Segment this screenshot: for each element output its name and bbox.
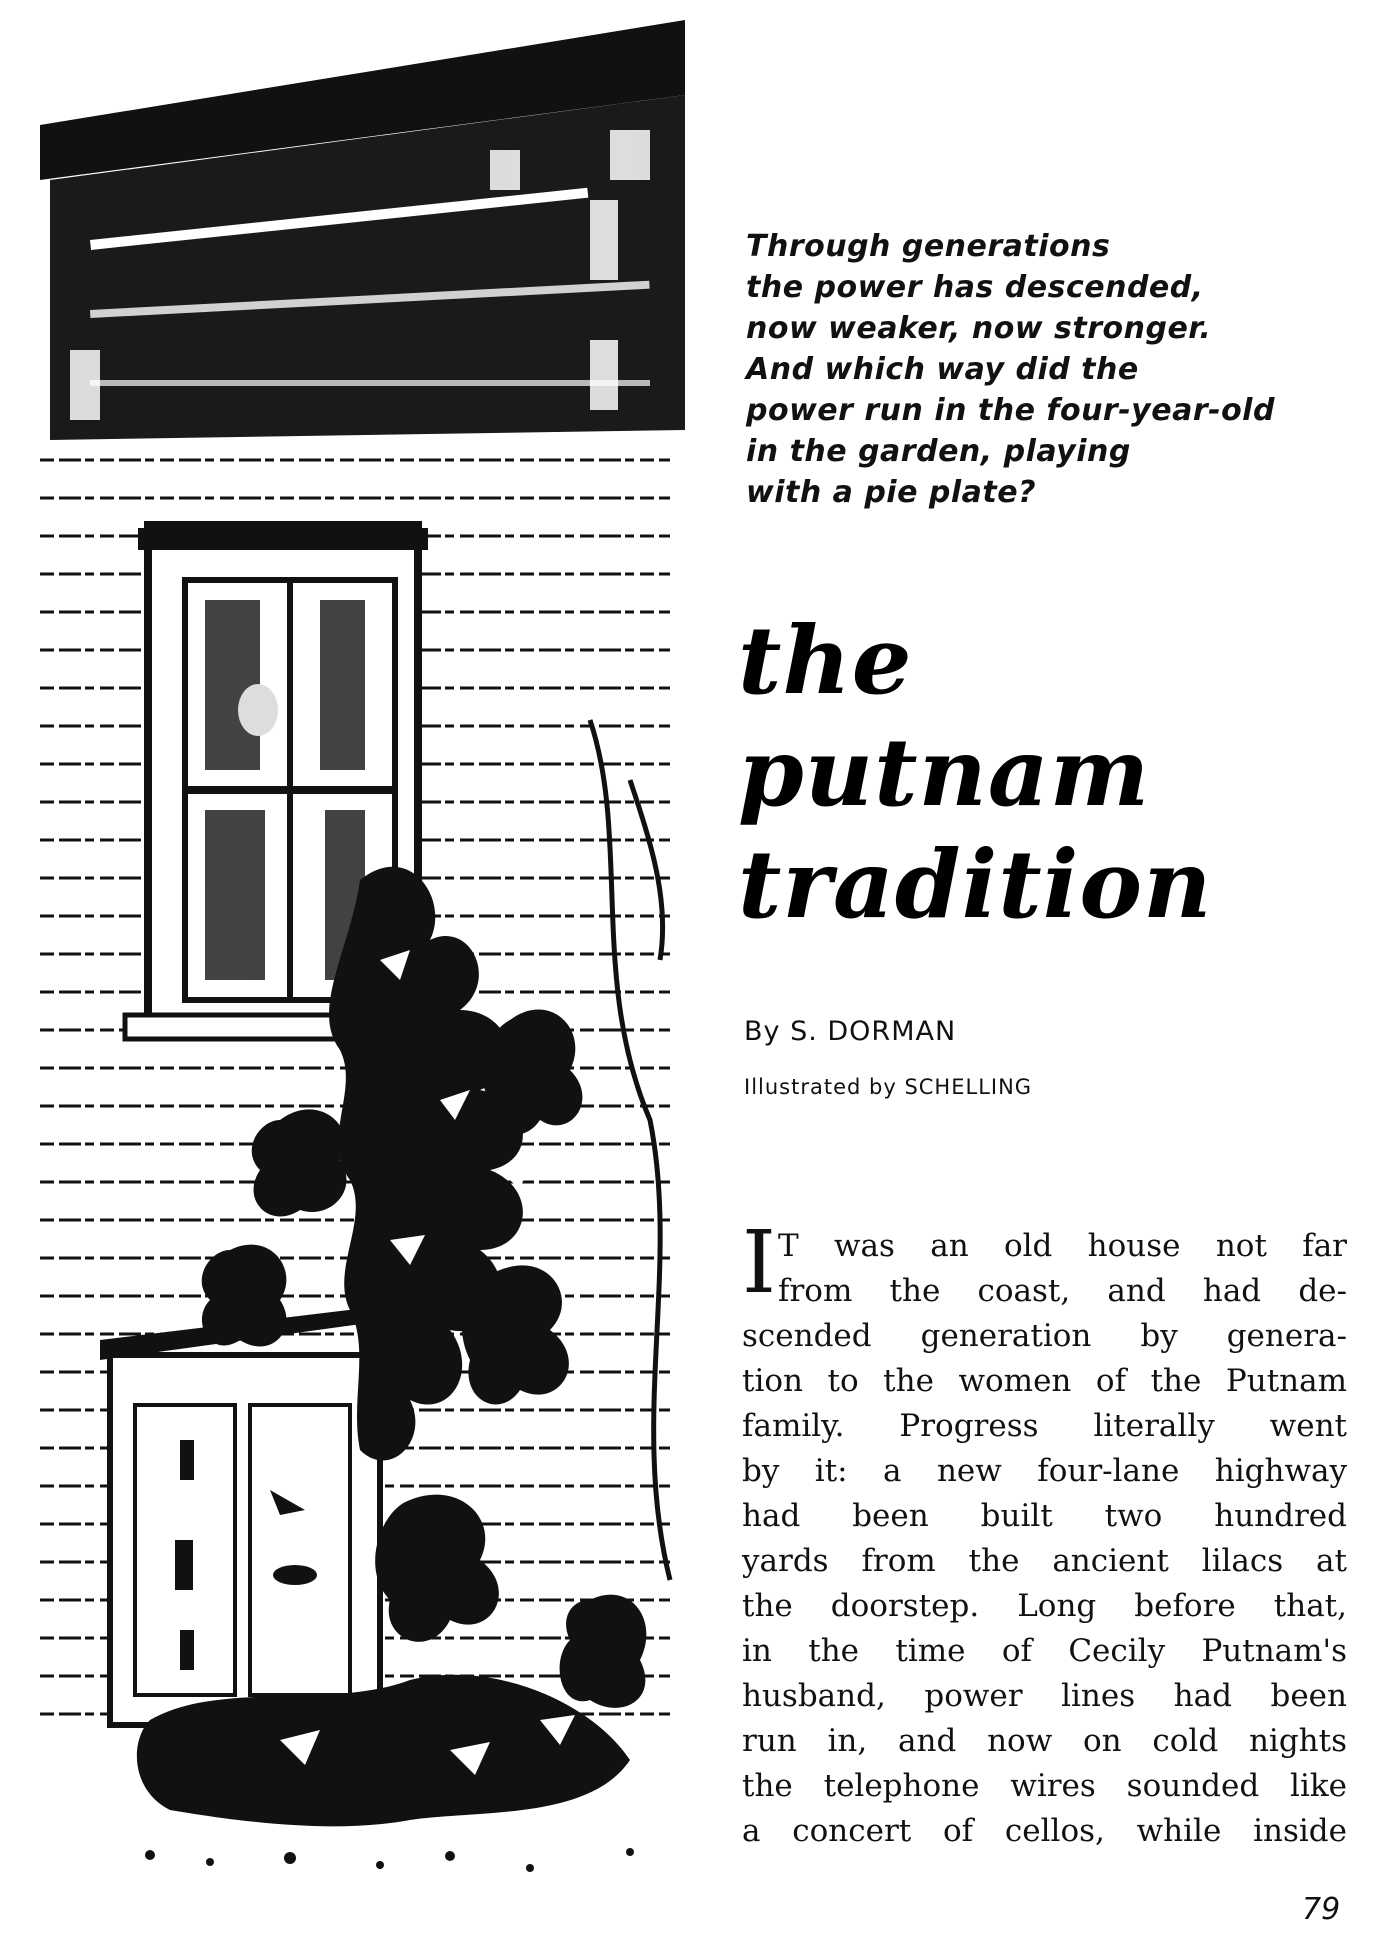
article-title: [738, 605, 1358, 941]
deck-line: the power has descended,: [746, 270, 1204, 305]
illustrator-credit: Illustrated by SCHELLING: [744, 1075, 1033, 1099]
body-line: husband, power lines had been: [742, 1678, 1347, 1714]
title-line: the: [738, 606, 913, 716]
deck-line: And which way did the: [746, 352, 1139, 387]
body-line: had been built two hundred: [742, 1498, 1347, 1534]
page-number: 79: [1302, 1892, 1341, 1927]
deck-line: power run in the four-year-old: [746, 393, 1275, 428]
body-line: by it: a new four-lane highway: [742, 1453, 1347, 1489]
drop-cap: I: [742, 1213, 776, 1313]
body-line: the telephone wires sounded like: [742, 1768, 1347, 1804]
deck-line: in the garden, playing: [746, 434, 1131, 469]
title-line: tradition: [738, 830, 1213, 940]
body-line: a concert of cellos, while inside: [742, 1813, 1347, 1849]
body-line: family. Progress literally went: [742, 1408, 1347, 1444]
body-line: tion to the women of the Putnam: [742, 1363, 1347, 1399]
body-line: in the time of Cecily Putnam's: [742, 1633, 1347, 1669]
house-illustration: [30, 20, 700, 1890]
deck-line: with a pie plate?: [746, 475, 1036, 510]
title-line: putnam: [738, 718, 1151, 828]
deck-line: Through generations: [746, 229, 1111, 264]
body-line: the doorstep. Long before that,: [742, 1588, 1347, 1624]
author-byline: By S. DORMAN: [744, 1016, 957, 1047]
body-line: run in, and now on cold nights: [742, 1723, 1347, 1759]
body-line: yards from the ancient lilacs at: [742, 1543, 1347, 1579]
body-line: scended generation by genera-: [742, 1318, 1347, 1354]
opening-paragraph: [742, 1213, 1347, 1314]
deck-line: now weaker, now stronger.: [746, 311, 1212, 346]
body-line: from the coast, and had de-: [778, 1273, 1347, 1309]
article-body: [742, 1213, 1347, 1854]
article-deck: [746, 226, 1366, 513]
body-line: T was an old house not far: [778, 1228, 1347, 1264]
